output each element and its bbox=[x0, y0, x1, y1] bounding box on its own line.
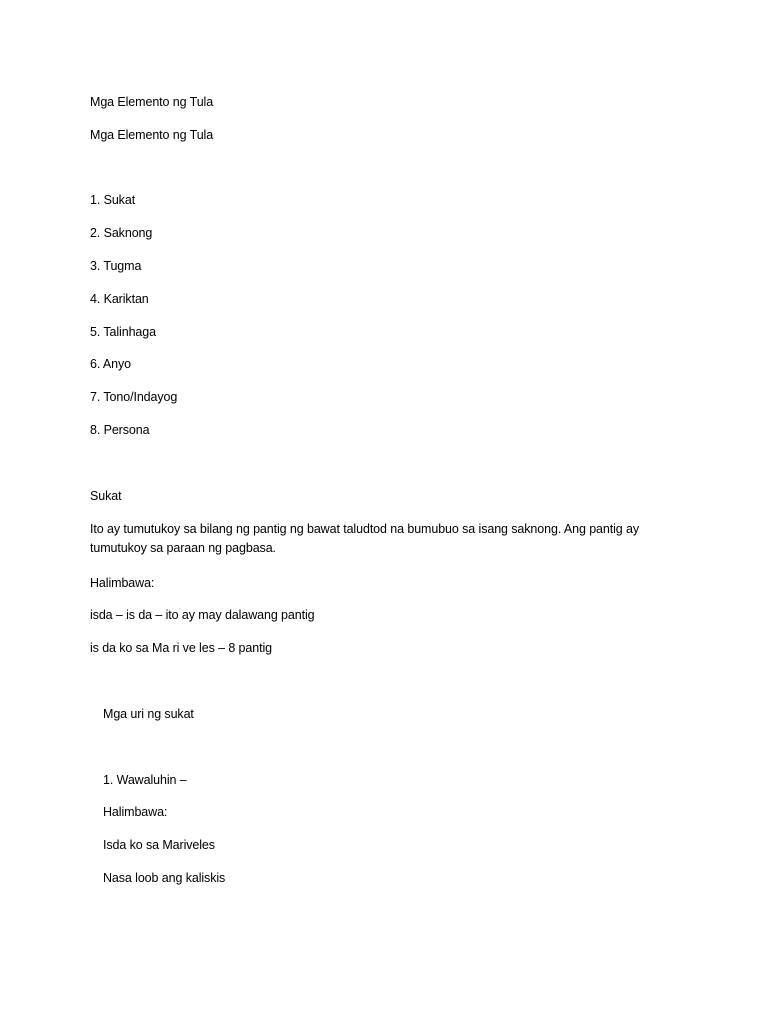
list-item-tugma: 3. Tugma bbox=[90, 259, 142, 273]
uri-item-wawaluhin: 1. Wawaluhin – bbox=[103, 773, 187, 787]
list-item-tono-indayog: 7. Tono/Indayog bbox=[90, 390, 178, 404]
list-item-saknong: 2. Saknong bbox=[90, 226, 153, 240]
list-item-persona: 8. Persona bbox=[90, 423, 150, 437]
list-item-anyo: 6. Anyo bbox=[90, 357, 131, 371]
uri-example-line-1: Isda ko sa Mariveles bbox=[103, 838, 215, 852]
uri-ng-sukat-heading: Mga uri ng sukat bbox=[103, 707, 194, 721]
title-line-2: Mga Elemento ng Tula bbox=[90, 128, 214, 142]
uri-example-line-2: Nasa loob ang kaliskis bbox=[103, 871, 226, 885]
example-line-2: is da ko sa Ma ri ve les – 8 pantig bbox=[90, 641, 273, 655]
list-item-sukat: 1. Sukat bbox=[90, 193, 136, 207]
list-item-talinhaga: 5. Talinhaga bbox=[90, 325, 156, 339]
sukat-definition: Ito ay tumutukoy sa bilang ng pantig ng bawat taludtod na bumubuo sa isang saknong. Ang pantig ay tumutukoy sa paraan ng pagbasa. bbox=[90, 522, 640, 555]
list-item-kariktan: 4. Kariktan bbox=[90, 292, 149, 306]
halimbawa-label: Halimbawa: bbox=[90, 576, 155, 590]
example-line-1: isda – is da – ito ay may dalawang pantig bbox=[90, 608, 315, 622]
title-line-1: Mga Elemento ng Tula bbox=[90, 95, 214, 109]
section-heading-sukat: Sukat bbox=[90, 489, 122, 503]
uri-halimbawa-label: Halimbawa: bbox=[103, 805, 168, 819]
